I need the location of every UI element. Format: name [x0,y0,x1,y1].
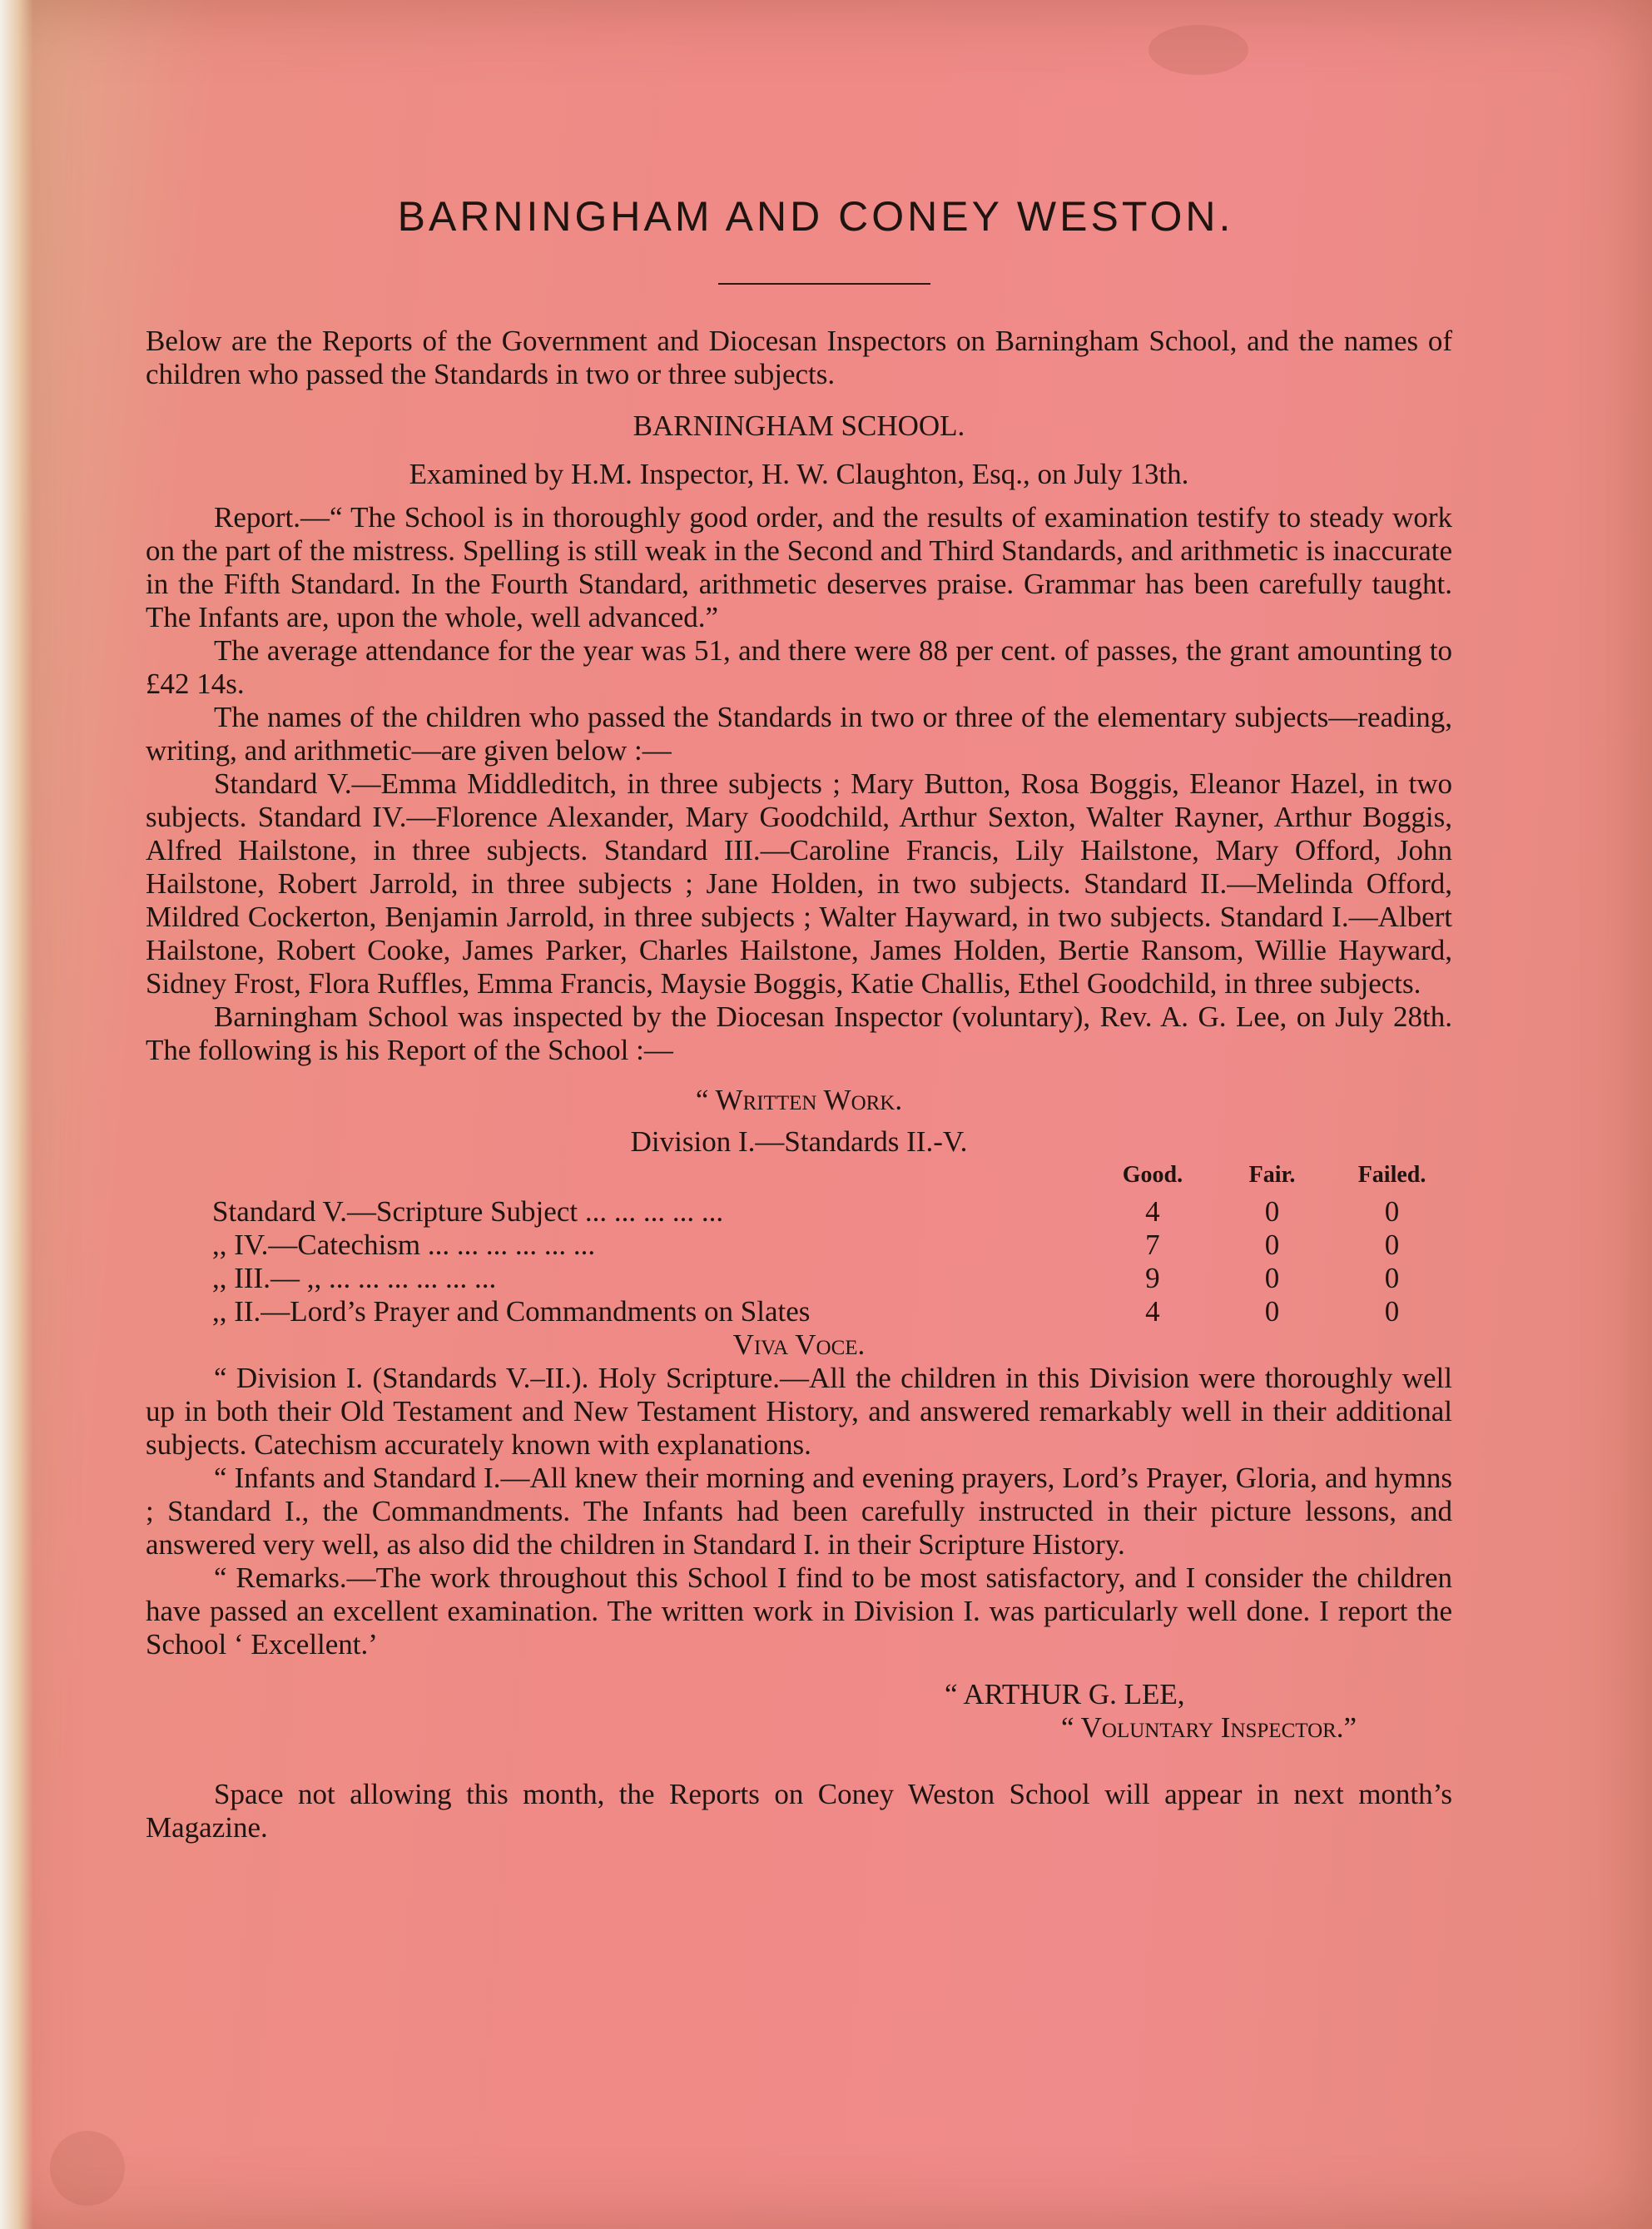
signature-name: “ ARTHUR G. LEE, [945,1678,1185,1710]
failed-value: 0 [1384,1295,1400,1328]
table-row [212,1229,1452,1262]
paper-stain [50,2131,125,2206]
infants-paragraph: “ Infants and Standard I.—All knew their morning and evening prayers, Lord’s Prayer, Gloria, and hymns ; Standard I., the Commandments. The Infants had been carefully instructed in their picture lessons, and answered very well, as also did the children in Standard I. in their Scripture History. [146,1462,1452,1561]
school-heading: BARNINGHAM SCHOOL. [633,410,965,442]
fair-value: 0 [1264,1229,1280,1261]
row-label: Standard V.—Scripture Subject ... ... ... ... ... [212,1195,724,1228]
document-body [146,193,1452,1844]
document-title: BARNINGHAM AND CONEY WESTON. [397,193,1234,240]
viva-voce-heading: Viva Voce. [732,1328,866,1361]
fair-value: 0 [1264,1295,1280,1328]
row-label: ,, II.—Lord’s Prayer and Commandments on Slates [212,1295,811,1328]
title-rule [718,283,930,285]
table-row [212,1295,1452,1328]
standards-names-paragraph: Standard V.—Emma Middleditch, in three subjects ; Mary Button, Rosa Boggis, Eleanor Hazel, in two subjects. Standard IV.—Florence Alexander, Mary Goodchild, Arthur Sexton, Walter Rayner, Arthur Boggis, Alfred Hailstone, in three subjects. Standard III.—Caroline Francis, Lily Hailstone, Mary Offord, John Hailstone, Robert Jarrold, in three subjects ; Jane Holden, in two subjects. Standard II.—Melinda Offord, Mildred Cockerton, Benjamin Jarrold, in three subjects ; Walter Hayward, in two subjects. Standard I.—Albert Hailstone, Robert Cooke, James Parker, Charles Hailstone, James Holden, Bertie Ransom, Willie Hayward, Sidney Frost, Flora Ruffles, Emma Francis, Maysie Boggis, Katie Challis, Ethel Goodchild, in three subjects. [146,767,1452,1000]
written-work-heading: “ Written Work. [695,1084,903,1116]
results-table [212,1159,1452,1328]
fair-value: 0 [1264,1262,1280,1294]
table-row [212,1195,1452,1229]
division-heading: Division I.—Standards II.-V. [630,1125,968,1158]
failed-value: 0 [1384,1195,1400,1228]
report-paragraph: Report.—“ The School is in thoroughly good order, and the results of examination testify to steady work on the part of the mistress. Spelling is still weak in the Second and Third Standards, and arithmetic is inaccurate in the Fifth Standard. In the Fourth Standard, arithmetic deserves praise. Grammar has been carefully taught. The Infants are, upon the whole, well advanced.” [146,501,1452,633]
row-label: ,, IV.—Catechism ... ... ... ... ... ... [212,1229,596,1261]
good-value: 4 [1145,1295,1160,1328]
col-good: Good. [1122,1162,1183,1188]
failed-value: 0 [1384,1262,1400,1294]
signature-role: “ Voluntary Inspector.” [1061,1711,1357,1744]
fair-value: 0 [1264,1195,1280,1228]
diocesan-paragraph: Barningham School was inspected by the Diocesan Inspector (voluntary), Rev. A. G. Lee, on July 28th. The following is his Report of the School :— [146,1000,1452,1066]
intro-paragraph: Below are the Reports of the Government and Diocesan Inspectors on Barningham School, and the names of children who passed the Standards in two or three subjects. [146,325,1452,390]
closing-paragraph: Space not allowing this month, the Reports on Coney Weston School will appear in next month’s Magazine. [146,1778,1452,1844]
paper-left-edge [0,0,33,2229]
good-value: 9 [1145,1262,1160,1294]
failed-value: 0 [1384,1229,1400,1261]
row-label: ,, III.— ,, ... ... ... ... ... ... [212,1262,497,1294]
examined-line: Examined by H.M. Inspector, H. W. Claughton, Esq., on July 13th. [409,458,1189,490]
attendance-paragraph: The average attendance for the year was 51, and there were 88 per cent. of passes, the grant amounting to £42 14s. [146,634,1452,700]
division-paragraph: “ Division I. (Standards V.–II.). Holy Scripture.—All the children in this Division were thoroughly well up in both their Old Testament and New Testament History, and answered remarkably well in their additional subjects. Catechism accurately known with explanations. [146,1362,1452,1461]
good-value: 7 [1145,1229,1160,1261]
table-row [212,1262,1452,1295]
good-value: 4 [1145,1195,1160,1228]
remarks-paragraph: “ Remarks.—The work throughout this School I find to be most satisfactory, and I consider the children have passed an excellent examination. The written work in Division I. was particularly well done. I report the School ‘ Excellent.’ [146,1561,1452,1661]
col-failed: Failed. [1357,1162,1426,1188]
col-fair: Fair. [1248,1162,1296,1188]
names-intro-paragraph: The names of the children who passed the Standards in two or three of the elementary subjects—reading, writing, and arithmetic—are given below :— [146,701,1452,767]
results-header-row [212,1159,1452,1195]
paper-stain [1148,25,1248,75]
